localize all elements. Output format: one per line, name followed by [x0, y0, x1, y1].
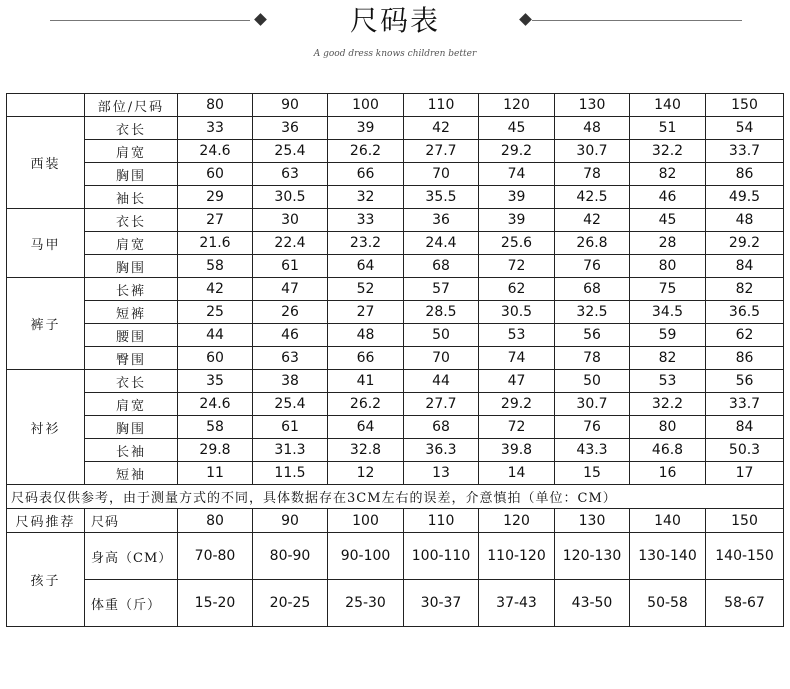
- measurement-value: 26.8: [555, 232, 630, 255]
- measurement-value: 44: [404, 370, 479, 393]
- measurement-value: 74: [479, 163, 555, 186]
- height-range-cell: 140-150: [706, 533, 784, 580]
- size-header-cell: 140: [630, 94, 706, 117]
- weight-range-cell: 15-20: [178, 580, 253, 627]
- measurement-value: 64: [328, 255, 404, 278]
- height-label: 身高（CM）: [85, 533, 178, 580]
- measurement-value: 45: [479, 117, 555, 140]
- measurement-value: 24.4: [404, 232, 479, 255]
- measurement-label: 袖长: [85, 186, 178, 209]
- measurement-label: 胸围: [85, 416, 178, 439]
- measurement-value: 47: [253, 278, 328, 301]
- measurement-value: 17: [706, 462, 784, 485]
- measurement-value: 39.8: [479, 439, 555, 462]
- measurement-value: 58: [178, 416, 253, 439]
- weight-range-cell: 30-37: [404, 580, 479, 627]
- measurement-value: 41: [328, 370, 404, 393]
- measurement-value: 34.5: [630, 301, 706, 324]
- corner-cell: [7, 94, 85, 117]
- measurement-value: 74: [479, 347, 555, 370]
- measurement-value: 62: [479, 278, 555, 301]
- measurement-value: 25: [178, 301, 253, 324]
- measurement-value: 68: [404, 416, 479, 439]
- height-range-cell: 120-130: [555, 533, 630, 580]
- measurement-value: 16: [630, 462, 706, 485]
- garment-category: 衬衫: [7, 370, 85, 485]
- measurement-value: 58: [178, 255, 253, 278]
- measurement-value: 36.3: [404, 439, 479, 462]
- measurement-value: 42.5: [555, 186, 630, 209]
- measurement-value: 63: [253, 163, 328, 186]
- weight-range-cell: 58-67: [706, 580, 784, 627]
- measurement-row: [7, 462, 784, 485]
- recommend-size-cell: 110: [404, 509, 479, 533]
- measurement-value: 47: [479, 370, 555, 393]
- measurement-value: 56: [706, 370, 784, 393]
- measurement-value: 42: [404, 117, 479, 140]
- part-size-header: 部位/尺码: [85, 94, 178, 117]
- height-range-cell: 130-140: [630, 533, 706, 580]
- measurement-value: 32.2: [630, 140, 706, 163]
- measurement-label: 肩宽: [85, 140, 178, 163]
- measurement-value: 78: [555, 347, 630, 370]
- measurement-value: 62: [706, 324, 784, 347]
- child-category: 孩子: [7, 533, 85, 627]
- measurement-value: 26.2: [328, 393, 404, 416]
- measurement-label: 臀围: [85, 347, 178, 370]
- measurement-value: 84: [706, 416, 784, 439]
- measurement-label: 长袖: [85, 439, 178, 462]
- measurement-value: 14: [479, 462, 555, 485]
- measurement-value: 53: [630, 370, 706, 393]
- measurement-value: 15: [555, 462, 630, 485]
- measurement-value: 75: [630, 278, 706, 301]
- measurement-value: 48: [706, 209, 784, 232]
- measurement-value: 29.8: [178, 439, 253, 462]
- size-recommend-label: 尺码推荐: [7, 509, 85, 533]
- measurement-value: 43.3: [555, 439, 630, 462]
- measurement-value: 54: [706, 117, 784, 140]
- size-header-cell: 130: [555, 94, 630, 117]
- measurement-value: 24.6: [178, 393, 253, 416]
- measurement-row: [7, 301, 784, 324]
- measurement-label: 胸围: [85, 255, 178, 278]
- measurement-value: 42: [555, 209, 630, 232]
- measurement-value: 68: [404, 255, 479, 278]
- measurement-value: 30.5: [253, 186, 328, 209]
- measurement-value: 32.8: [328, 439, 404, 462]
- recommend-size-cell: 90: [253, 509, 328, 533]
- measurement-value: 29: [178, 186, 253, 209]
- measurement-value: 76: [555, 255, 630, 278]
- measurement-value: 84: [706, 255, 784, 278]
- measurement-value: 11.5: [253, 462, 328, 485]
- size-chart-table: [6, 93, 784, 627]
- measurement-row: [7, 278, 784, 301]
- measurement-value: 27.7: [404, 393, 479, 416]
- measurement-row: [7, 324, 784, 347]
- measurement-label: 胸围: [85, 163, 178, 186]
- size-header-cell: 150: [706, 94, 784, 117]
- measurement-value: 46.8: [630, 439, 706, 462]
- measurement-value: 70: [404, 347, 479, 370]
- measurement-value: 11: [178, 462, 253, 485]
- weight-range-cell: 50-58: [630, 580, 706, 627]
- measurement-value: 86: [706, 163, 784, 186]
- measurement-row: [7, 416, 784, 439]
- measurement-row: [7, 255, 784, 278]
- measurement-value: 13: [404, 462, 479, 485]
- measurement-value: 35: [178, 370, 253, 393]
- measurement-value: 35.5: [404, 186, 479, 209]
- garment-category: 西装: [7, 117, 85, 209]
- measurement-value: 12: [328, 462, 404, 485]
- measurement-value: 50: [555, 370, 630, 393]
- measurement-value: 60: [178, 347, 253, 370]
- measurement-label: 腰围: [85, 324, 178, 347]
- measurement-value: 44: [178, 324, 253, 347]
- measurement-row: [7, 117, 784, 140]
- recommend-size-cell: 140: [630, 509, 706, 533]
- size-header-row: [7, 94, 784, 117]
- measurement-value: 28: [630, 232, 706, 255]
- measurement-value: 50: [404, 324, 479, 347]
- height-row: [7, 533, 784, 580]
- title-divider-right: [532, 20, 742, 21]
- measurement-value: 80: [630, 416, 706, 439]
- weight-label: 体重（斤）: [85, 580, 178, 627]
- measurement-value: 22.4: [253, 232, 328, 255]
- measurement-value: 33: [178, 117, 253, 140]
- recommend-size-cell: 150: [706, 509, 784, 533]
- recommend-header-row: [7, 509, 784, 533]
- measurement-value: 33.7: [706, 393, 784, 416]
- measurement-value: 27.7: [404, 140, 479, 163]
- weight-range-cell: 37-43: [479, 580, 555, 627]
- measurement-value: 66: [328, 347, 404, 370]
- measurement-value: 39: [479, 209, 555, 232]
- weight-row: [7, 580, 784, 627]
- measurement-label: 短裤: [85, 301, 178, 324]
- measurement-value: 26.2: [328, 140, 404, 163]
- measurement-value: 42: [178, 278, 253, 301]
- measurement-value: 29.2: [706, 232, 784, 255]
- size-header-cell: 100: [328, 94, 404, 117]
- size-header-cell: 120: [479, 94, 555, 117]
- measurement-value: 82: [706, 278, 784, 301]
- measurement-value: 30.5: [479, 301, 555, 324]
- height-range-cell: 80-90: [253, 533, 328, 580]
- measurement-value: 36.5: [706, 301, 784, 324]
- size-header-cell: 90: [253, 94, 328, 117]
- measurement-value: 53: [479, 324, 555, 347]
- measurement-value: 25.4: [253, 393, 328, 416]
- measurement-row: [7, 163, 784, 186]
- height-range-cell: 90-100: [328, 533, 404, 580]
- measurement-value: 66: [328, 163, 404, 186]
- measurement-value: 32: [328, 186, 404, 209]
- measurement-value: 61: [253, 255, 328, 278]
- recommend-size-cell: 100: [328, 509, 404, 533]
- measurement-row: [7, 186, 784, 209]
- recommend-size-cell: 120: [479, 509, 555, 533]
- measurement-value: 39: [328, 117, 404, 140]
- measurement-value: 78: [555, 163, 630, 186]
- measurement-value: 23.2: [328, 232, 404, 255]
- weight-range-cell: 20-25: [253, 580, 328, 627]
- measurement-value: 33: [328, 209, 404, 232]
- disclaimer-note: 尺码表仅供参考，由于测量方式的不同，具体数据存在3CM左右的误差，介意慎拍（单位：CM）: [7, 485, 784, 509]
- measurement-label: 短袖: [85, 462, 178, 485]
- measurement-value: 27: [178, 209, 253, 232]
- measurement-value: 27: [328, 301, 404, 324]
- measurement-value: 64: [328, 416, 404, 439]
- measurement-value: 51: [630, 117, 706, 140]
- measurement-label: 衣长: [85, 117, 178, 140]
- measurement-value: 24.6: [178, 140, 253, 163]
- note-row: [7, 485, 784, 509]
- page-subtitle: A good dress knows children better: [313, 49, 477, 59]
- measurement-value: 52: [328, 278, 404, 301]
- measurement-label: 长裤: [85, 278, 178, 301]
- measurement-value: 56: [555, 324, 630, 347]
- recommend-size-cell: 130: [555, 509, 630, 533]
- measurement-value: 70: [404, 163, 479, 186]
- height-range-cell: 100-110: [404, 533, 479, 580]
- measurement-row: [7, 393, 784, 416]
- measurement-value: 25.6: [479, 232, 555, 255]
- size-label: 尺码: [85, 509, 178, 533]
- measurement-value: 21.6: [178, 232, 253, 255]
- measurement-value: 50.3: [706, 439, 784, 462]
- measurement-row: [7, 209, 784, 232]
- measurement-label: 肩宽: [85, 232, 178, 255]
- measurement-value: 60: [178, 163, 253, 186]
- measurement-row: [7, 370, 784, 393]
- measurement-value: 72: [479, 416, 555, 439]
- page-title: 尺码表: [349, 4, 440, 37]
- measurement-value: 31.3: [253, 439, 328, 462]
- measurement-value: 32.5: [555, 301, 630, 324]
- measurement-value: 39: [479, 186, 555, 209]
- measurement-label: 肩宽: [85, 393, 178, 416]
- measurement-value: 48: [328, 324, 404, 347]
- measurement-value: 29.2: [479, 393, 555, 416]
- measurement-value: 61: [253, 416, 328, 439]
- measurement-value: 26: [253, 301, 328, 324]
- measurement-value: 32.2: [630, 393, 706, 416]
- measurement-value: 33.7: [706, 140, 784, 163]
- size-header-cell: 80: [178, 94, 253, 117]
- measurement-value: 68: [555, 278, 630, 301]
- height-range-cell: 70-80: [178, 533, 253, 580]
- measurement-value: 82: [630, 347, 706, 370]
- measurement-value: 29.2: [479, 140, 555, 163]
- weight-range-cell: 25-30: [328, 580, 404, 627]
- measurement-value: 28.5: [404, 301, 479, 324]
- measurement-value: 36: [253, 117, 328, 140]
- measurement-value: 48: [555, 117, 630, 140]
- measurement-value: 46: [253, 324, 328, 347]
- measurement-value: 72: [479, 255, 555, 278]
- measurement-value: 63: [253, 347, 328, 370]
- measurement-value: 80: [630, 255, 706, 278]
- measurement-value: 86: [706, 347, 784, 370]
- recommend-size-cell: 80: [178, 509, 253, 533]
- measurement-value: 30: [253, 209, 328, 232]
- measurement-row: [7, 232, 784, 255]
- measurement-value: 82: [630, 163, 706, 186]
- weight-range-cell: 43-50: [555, 580, 630, 627]
- measurement-value: 38: [253, 370, 328, 393]
- measurement-value: 76: [555, 416, 630, 439]
- measurement-value: 30.7: [555, 393, 630, 416]
- measurement-value: 46: [630, 186, 706, 209]
- measurement-row: [7, 347, 784, 370]
- garment-category: 裤子: [7, 278, 85, 370]
- height-range-cell: 110-120: [479, 533, 555, 580]
- measurement-label: 衣长: [85, 209, 178, 232]
- measurement-value: 25.4: [253, 140, 328, 163]
- size-header-cell: 110: [404, 94, 479, 117]
- measurement-value: 57: [404, 278, 479, 301]
- measurement-row: [7, 439, 784, 462]
- garment-category: 马甲: [7, 209, 85, 278]
- measurement-value: 45: [630, 209, 706, 232]
- measurement-value: 36: [404, 209, 479, 232]
- measurement-row: [7, 140, 784, 163]
- measurement-value: 30.7: [555, 140, 630, 163]
- measurement-label: 衣长: [85, 370, 178, 393]
- measurement-value: 59: [630, 324, 706, 347]
- measurement-value: 49.5: [706, 186, 784, 209]
